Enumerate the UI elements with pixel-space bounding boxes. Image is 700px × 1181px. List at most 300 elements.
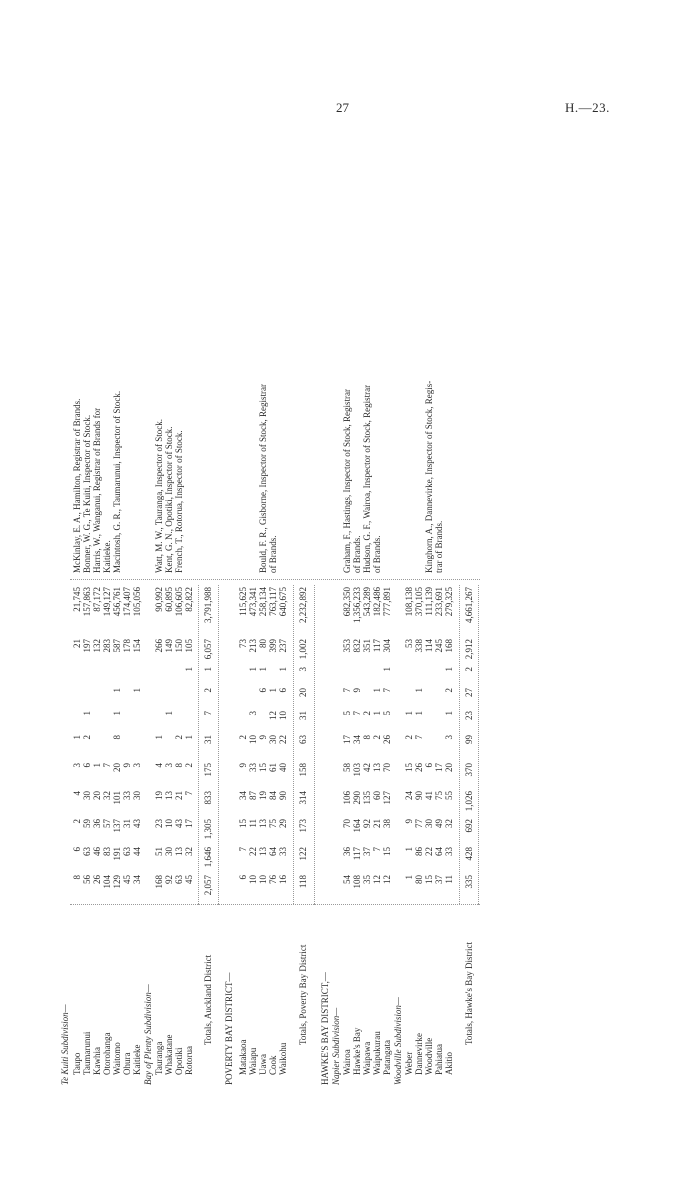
- cell-value: 42: [362, 763, 372, 772]
- cell-value: 117: [352, 847, 362, 861]
- cell-value: 75: [434, 791, 444, 800]
- rule-line: [218, 585, 219, 905]
- cell-value: 10: [278, 711, 288, 720]
- cell-value: 7: [342, 688, 352, 693]
- row-label: Matakaoa: [238, 1039, 248, 1075]
- cell-value: 182,486: [372, 587, 382, 617]
- total-row: [203, 125, 214, 1085]
- cell-value: 108,138: [404, 587, 414, 617]
- cell-value: 19: [258, 791, 268, 800]
- cell-value: 1: [382, 667, 392, 672]
- cell-value: 1: [404, 875, 414, 880]
- cell-value: 114: [424, 639, 434, 653]
- cell-value: 9: [122, 763, 132, 768]
- remark-text: Watt, M. W., Tauranga, Inspector of Stock.: [154, 419, 164, 573]
- cell-value: 103: [352, 763, 362, 777]
- cell-value: 1: [372, 711, 382, 716]
- cell-value: 682,350: [342, 587, 352, 617]
- cell-value: 245: [434, 639, 444, 653]
- cell-value: 31: [203, 735, 213, 744]
- cell-value: 9: [238, 763, 248, 768]
- cell-value: 7: [102, 763, 112, 768]
- cell-value: 1: [203, 667, 213, 672]
- cell-value: 49: [434, 819, 444, 828]
- section-heading: [393, 125, 404, 1085]
- row-label: Totals, Hawke's Bay District: [464, 942, 474, 1045]
- cell-value: 21,745: [72, 587, 82, 612]
- row-label: Woodville Subdivision—: [393, 997, 403, 1085]
- cell-value: 8: [72, 875, 82, 880]
- cell-value: 8: [112, 735, 122, 740]
- row-label: Whakatane: [164, 1034, 174, 1075]
- remark-text: McKinlay, E. A., Hamilton, Registrar of Brands.: [72, 398, 82, 573]
- cell-value: 1: [92, 763, 102, 768]
- cell-value: 101: [112, 791, 122, 805]
- cell-value: 22: [424, 847, 434, 856]
- cell-value: 38: [382, 819, 392, 828]
- row-label: Waipukurau: [372, 1031, 382, 1075]
- cell-value: 82,822: [184, 587, 194, 612]
- cell-value: 19: [154, 791, 164, 800]
- cell-value: 33: [248, 763, 258, 772]
- row-label: Rotorua: [184, 1046, 194, 1075]
- cell-value: 106: [342, 791, 352, 805]
- cell-value: 63: [122, 847, 132, 856]
- row-label: Te Kuiti Subdivision—: [60, 1004, 70, 1085]
- cell-value: 70: [382, 763, 392, 772]
- cell-value: 1: [184, 667, 194, 672]
- cell-value: 1: [414, 688, 424, 693]
- cell-value: 129: [112, 875, 122, 889]
- row-label: Waipawa: [362, 1041, 372, 1075]
- cell-value: 1: [72, 735, 82, 740]
- cell-value: 1,646: [203, 847, 213, 868]
- cell-value: 9: [258, 735, 268, 740]
- cell-value: 2: [372, 735, 382, 740]
- cell-value: 7: [382, 688, 392, 693]
- cell-value: 314: [298, 791, 308, 805]
- cell-value: 15: [404, 763, 414, 772]
- cell-value: 4,661,267: [464, 587, 474, 623]
- cell-value: 1: [82, 711, 92, 716]
- cell-value: 2,912: [464, 639, 474, 660]
- cell-value: 92: [164, 875, 174, 884]
- cell-value: 80: [258, 639, 268, 648]
- row-label: Taupo: [72, 1052, 82, 1075]
- cell-value: 63: [82, 847, 92, 856]
- cell-value: 12: [268, 711, 278, 720]
- row-label: Weber: [404, 1051, 414, 1075]
- cell-value: 84: [268, 791, 278, 800]
- cell-value: 36: [92, 819, 102, 828]
- cell-value: 64: [434, 847, 444, 856]
- cell-value: 60,895: [164, 587, 174, 612]
- cell-value: 53: [404, 639, 414, 648]
- cell-value: 8: [174, 763, 184, 768]
- cell-value: 13: [372, 763, 382, 772]
- cell-value: 456,761: [112, 587, 122, 617]
- row-label: Kawhia: [92, 1047, 102, 1075]
- cell-value: 168: [444, 639, 454, 653]
- remark-text: of Brands.: [372, 535, 382, 573]
- cell-value: 32: [444, 819, 454, 828]
- cell-value: 40: [278, 763, 288, 772]
- cell-value: 45: [122, 875, 132, 884]
- cell-value: 59: [82, 819, 92, 828]
- table-row: [444, 125, 455, 1085]
- remark-text: Kinghorn, A., Dannevirke, Inspector of Stock, Regis-: [424, 380, 434, 573]
- cell-value: 335: [464, 875, 474, 889]
- cell-value: 13: [174, 847, 184, 856]
- cell-value: 2,232,892: [298, 587, 308, 623]
- row-label: HAWKE'S BAY DISTRICT,—: [320, 972, 330, 1085]
- table-row: [382, 125, 393, 1085]
- cell-value: 99: [464, 735, 474, 744]
- cell-value: 26: [414, 763, 424, 772]
- cell-value: 2: [174, 735, 184, 740]
- cell-value: 26: [92, 875, 102, 884]
- cell-value: 20: [444, 763, 454, 772]
- cell-value: 1: [164, 711, 174, 716]
- cell-value: 20: [92, 791, 102, 800]
- cell-value: 1: [278, 667, 288, 672]
- row-label: Waikohu: [278, 1042, 288, 1075]
- cell-value: 13: [164, 791, 174, 800]
- cell-value: 46: [92, 847, 102, 856]
- remark-text: French, T., Rotorua, Inspector of Stock.: [174, 430, 184, 573]
- row-label: Napier Subdivision—: [331, 1007, 341, 1085]
- cell-value: 111,139: [424, 587, 434, 616]
- cell-value: 3: [164, 763, 174, 768]
- cell-value: 5: [342, 711, 352, 716]
- cell-value: 1: [404, 847, 414, 852]
- cell-value: 13: [258, 847, 268, 856]
- remark-text: of Brands.: [352, 535, 362, 573]
- cell-value: 10: [248, 875, 258, 884]
- cell-value: 80: [414, 875, 424, 884]
- cell-value: 33: [122, 791, 132, 800]
- row-label: Hawke's Bay: [352, 1027, 362, 1075]
- cell-value: 258,134: [258, 587, 268, 617]
- cell-value: 174,407: [122, 587, 132, 617]
- cell-value: 90: [414, 791, 424, 800]
- cell-value: 1: [112, 711, 122, 716]
- cell-value: 24: [404, 791, 414, 800]
- cell-value: 41: [424, 791, 434, 800]
- cell-value: 763,117: [268, 587, 278, 616]
- row-label: Cook: [268, 1055, 278, 1075]
- cell-value: 833: [203, 791, 213, 805]
- table-row: [132, 125, 143, 1085]
- cell-value: 31: [122, 819, 132, 828]
- row-label: Waitomo: [112, 1042, 122, 1075]
- cell-value: 178: [122, 639, 132, 653]
- section-heading: [60, 125, 71, 1085]
- cell-value: 127: [382, 791, 392, 805]
- cell-value: 1: [444, 667, 454, 672]
- cell-value: 213: [248, 639, 258, 653]
- cell-value: 640,675: [278, 587, 288, 617]
- cell-value: 132: [92, 639, 102, 653]
- cell-value: 7: [184, 791, 194, 796]
- cell-value: 33: [278, 847, 288, 856]
- cell-value: 15: [424, 875, 434, 884]
- paper-reference: H.—23.: [565, 100, 610, 115]
- remark-text: Bould, F. R., Gisborne, Inspector of Stock, Registrar: [258, 383, 268, 573]
- cell-value: 149: [164, 639, 174, 653]
- column-rule: [70, 579, 480, 580]
- cell-value: 32: [102, 791, 112, 800]
- cell-value: 30: [132, 791, 142, 800]
- cell-value: 1: [258, 667, 268, 672]
- cell-value: 2: [362, 711, 372, 716]
- cell-value: 266: [154, 639, 164, 653]
- cell-value: 105: [184, 639, 194, 653]
- cell-value: 92: [362, 819, 372, 828]
- remark-text: Harris, W., Wanganui, Registrar of Brands for: [92, 407, 102, 573]
- cell-value: 3: [248, 711, 258, 716]
- row-label: Dannevirke: [414, 1033, 424, 1075]
- table-row: [278, 125, 289, 1085]
- cell-value: 2: [72, 819, 82, 824]
- row-label: Kaitieke: [132, 1044, 142, 1075]
- cell-value: 16: [278, 875, 288, 884]
- cell-value: 175: [203, 763, 213, 777]
- cell-value: 27: [464, 688, 474, 697]
- cell-value: 115,625: [238, 587, 248, 616]
- cell-value: 90,992: [154, 587, 164, 612]
- cell-value: 2,057: [203, 875, 213, 896]
- cell-value: 57: [102, 819, 112, 828]
- cell-value: 86: [414, 847, 424, 856]
- row-label: Wairoa: [342, 1049, 352, 1075]
- cell-value: 279,325: [444, 587, 454, 617]
- cell-value: 1,356,233: [352, 587, 362, 623]
- cell-value: 21: [72, 639, 82, 648]
- cell-value: 237: [278, 639, 288, 653]
- cell-value: 3: [132, 763, 142, 768]
- cell-value: 30: [164, 847, 174, 856]
- remark-text: Bonner, W. G., Te Kuiti, Inspector of Stock.: [82, 414, 92, 573]
- cell-value: 164: [352, 819, 362, 833]
- cell-value: 137: [112, 819, 122, 833]
- cell-value: 15: [382, 847, 392, 856]
- row-label: Pahiatua: [434, 1044, 444, 1075]
- cell-value: 118: [298, 875, 308, 889]
- cell-value: 149,127: [102, 587, 112, 617]
- cell-value: 1,026: [464, 791, 474, 812]
- cell-value: 10: [248, 735, 258, 744]
- cell-value: 60: [372, 791, 382, 800]
- cell-value: 15: [238, 819, 248, 828]
- cell-value: 428: [464, 847, 474, 861]
- page-header: [0, 0, 700, 140]
- cell-value: 30: [268, 735, 278, 744]
- cell-value: 1: [248, 667, 258, 672]
- cell-value: 832: [352, 639, 362, 653]
- cell-value: 105,056: [132, 587, 142, 617]
- cell-value: 43: [132, 819, 142, 828]
- row-label: Uawa: [258, 1054, 268, 1075]
- cell-value: 5: [382, 711, 392, 716]
- cell-value: 35: [362, 875, 372, 884]
- cell-value: 6: [258, 688, 268, 693]
- cell-value: 108: [352, 875, 362, 889]
- cell-value: 23: [464, 711, 474, 720]
- cell-value: 34: [238, 791, 248, 800]
- cell-value: 117: [372, 639, 382, 653]
- cell-value: 6: [238, 875, 248, 880]
- cell-value: 2: [238, 735, 248, 740]
- cell-value: 9: [404, 819, 414, 824]
- row-label: Bay of Plenty Subdivision—: [143, 984, 153, 1085]
- cell-value: 76: [268, 875, 278, 884]
- cell-value: 73: [238, 639, 248, 648]
- cell-value: 6: [72, 847, 82, 852]
- row-label: Totals, Poverty Bay District: [298, 944, 308, 1045]
- cell-value: 3: [72, 763, 82, 768]
- cell-value: 1,305: [203, 819, 213, 840]
- cell-value: 1: [184, 735, 194, 740]
- cell-value: 158: [298, 763, 308, 777]
- cell-value: 7: [238, 847, 248, 852]
- cell-value: 7: [203, 711, 213, 716]
- cell-value: 37: [434, 875, 444, 884]
- cell-value: 17: [342, 735, 352, 744]
- cell-value: 54: [342, 875, 352, 884]
- cell-value: 191: [112, 847, 122, 861]
- cell-value: 8: [362, 735, 372, 740]
- cell-value: 7: [352, 711, 362, 716]
- cell-value: 11: [444, 875, 454, 884]
- cell-value: 543,289: [362, 587, 372, 617]
- cell-value: 1: [414, 711, 424, 716]
- cell-value: 77: [414, 819, 424, 828]
- cell-value: 34: [132, 875, 142, 884]
- cell-value: 56: [82, 875, 92, 884]
- cell-value: 31: [298, 711, 308, 720]
- rule-line: [314, 585, 315, 905]
- rule-line: [293, 585, 294, 905]
- cell-value: 104: [102, 875, 112, 889]
- column-rule: [70, 904, 480, 905]
- cell-value: 6: [424, 763, 434, 768]
- remark-text: Kaitieke.: [102, 540, 112, 573]
- cell-value: 3: [298, 667, 308, 672]
- cell-value: 51: [154, 847, 164, 856]
- cell-value: 20: [298, 688, 308, 697]
- cell-value: 1: [444, 711, 454, 716]
- cell-value: 6: [278, 688, 288, 693]
- cell-value: 23: [154, 819, 164, 828]
- cell-value: 63: [298, 735, 308, 744]
- cell-value: 15: [258, 763, 268, 772]
- row-label: Opotiki: [174, 1047, 184, 1075]
- cell-value: 61: [268, 763, 278, 772]
- cell-value: 21: [174, 791, 184, 800]
- cell-value: 2: [82, 735, 92, 740]
- cell-value: 10: [258, 875, 268, 884]
- cell-value: 157,863: [82, 587, 92, 617]
- cell-value: 11: [248, 819, 258, 828]
- cell-value: 13: [258, 819, 268, 828]
- row-label: Akitio: [444, 1051, 454, 1075]
- cell-value: 1: [268, 688, 278, 693]
- cell-value: 4: [154, 763, 164, 768]
- cell-value: 12: [382, 875, 392, 884]
- cell-value: 21: [372, 819, 382, 828]
- cell-value: 233,691: [434, 587, 444, 617]
- cell-value: 399: [268, 639, 278, 653]
- cell-value: 29: [278, 819, 288, 828]
- cell-value: 12: [372, 875, 382, 884]
- cell-value: 44: [132, 847, 142, 856]
- cell-value: 32: [184, 847, 194, 856]
- rotated-table: [50, 120, 630, 1085]
- cell-value: 7: [372, 847, 382, 852]
- cell-value: 7: [414, 735, 424, 740]
- cell-value: 2: [444, 688, 454, 693]
- cell-value: 370,105: [414, 587, 424, 617]
- cell-value: 22: [278, 735, 288, 744]
- row-label: Ohura: [122, 1052, 132, 1075]
- rule-line: [459, 585, 460, 905]
- cell-value: 55: [444, 791, 454, 800]
- rule-line: [198, 585, 199, 905]
- cell-value: 1: [112, 688, 122, 693]
- cell-value: 351: [362, 639, 372, 653]
- cell-value: 20: [112, 763, 122, 772]
- cell-value: 150: [174, 639, 184, 653]
- cell-value: 30: [82, 791, 92, 800]
- page-number: 27: [336, 100, 349, 115]
- cell-value: 22: [248, 847, 258, 856]
- row-label: Woodville: [424, 1037, 434, 1075]
- total-row: [298, 125, 309, 1085]
- cell-value: 1,002: [298, 639, 308, 660]
- cell-value: 122: [298, 847, 308, 861]
- cell-value: 353: [342, 639, 352, 653]
- total-row: [464, 125, 475, 1085]
- cell-value: 197: [82, 639, 92, 653]
- rule-line: [478, 585, 479, 905]
- cell-value: 2: [404, 735, 414, 740]
- cell-value: 26: [382, 735, 392, 744]
- cell-value: 135: [362, 791, 372, 805]
- section-heading: [331, 125, 342, 1085]
- cell-value: 90: [278, 791, 288, 800]
- row-label: Tauranga: [154, 1041, 164, 1075]
- cell-value: 2: [184, 763, 194, 768]
- cell-value: 338: [414, 639, 424, 653]
- row-label: Waiapu: [248, 1047, 258, 1075]
- remark-text: trar of Brands.: [434, 520, 444, 573]
- cell-value: 17: [434, 763, 444, 772]
- section-heading: [143, 125, 154, 1085]
- cell-value: 154: [132, 639, 142, 653]
- cell-value: 34: [352, 735, 362, 744]
- cell-value: 692: [464, 819, 474, 833]
- row-label: Patangata: [382, 1040, 392, 1075]
- remark-text: of Brands.: [268, 535, 278, 573]
- cell-value: 63: [174, 875, 184, 884]
- cell-value: 4: [72, 791, 82, 796]
- remark-text: Kent, G. N., Opotiki, Inspector of Stock.: [164, 426, 174, 573]
- cell-value: 6: [82, 763, 92, 768]
- cell-value: 37: [362, 847, 372, 856]
- cell-value: 9: [352, 688, 362, 693]
- cell-value: 33: [444, 847, 454, 856]
